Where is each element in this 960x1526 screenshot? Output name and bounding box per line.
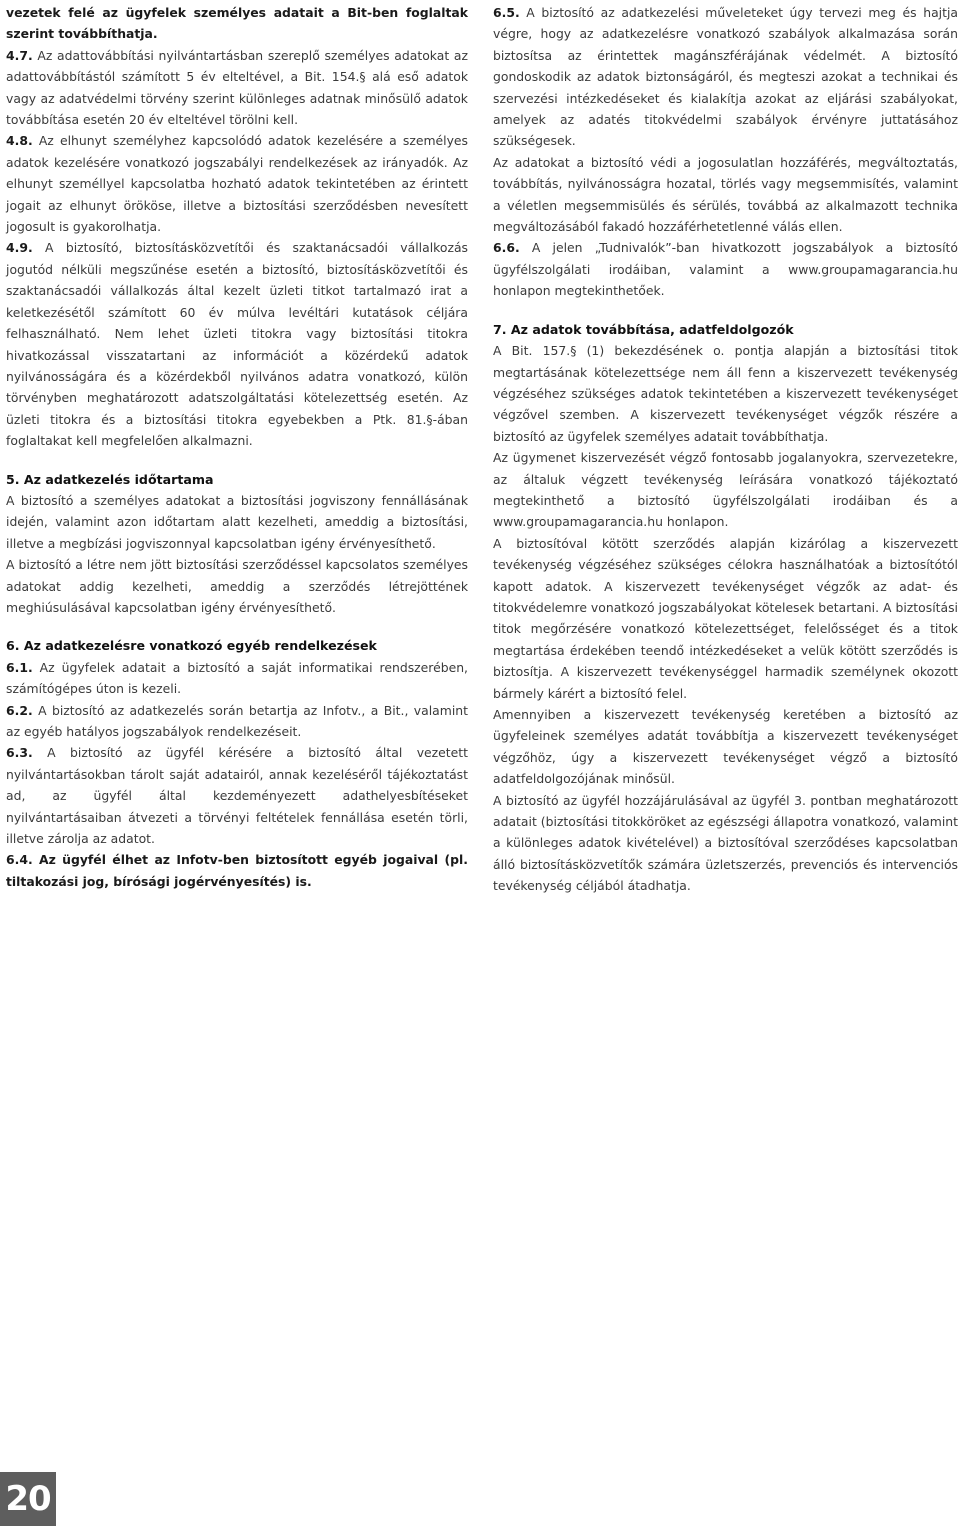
paragraph-6-1 bbox=[6, 657, 468, 700]
clause-text: A biztosító, biztosításközvetítői és szaktanácsadói vállalkozás jogutód nélküli megszűnése esetén a biztosító, biztosításközvetítői és szaktanácsadói vállalkozás által kezelt üzleti titkot tartalmazó irat a keletkezésétől számított 60 év múlva levéltári kutatások céljára felhasználható. Nem lehet üzleti titokra vagy biztosítási titokra hivatkozással visszatartani az információt a közérdekű adatok nyilvánosságára és a közérdekből nyilvános adatra vonatkozó, külön törvényben meghatározott adatszolgáltatási kötelezettség esetén. Az üzleti titokra és a biztosítási titokra egyebekben a Ptk. 81.§-ában foglaltakat kell megfelelően alkalmazni. bbox=[6, 240, 468, 449]
page-number-badge: 20 bbox=[0, 1472, 56, 1526]
clause-number: 4.9. bbox=[6, 240, 33, 256]
clause-number: 6.2. bbox=[6, 702, 33, 718]
paragraph-6-2 bbox=[6, 700, 468, 743]
paragraph-6-6 bbox=[493, 237, 958, 301]
section-5-heading: 5. Az adatkezelés időtartama bbox=[6, 471, 214, 487]
clause-text: A biztosító az adatkezelési műveleteket úgy tervezi meg és hajtja végre, hogy az adatkezelésre vonatkozó szabályok alkalmazása során biztosítsa az érintettek magánszférájának védelmét. A biztosító gondoskodik az adatok biztonságáról, és megteszi azokat a technikai és szervezési intézkedéseket és kialakítja azokat az eljárási szabályokat, amelyek az adatés titokvédelmi szabályok érvényre juttatásához szükségesek. bbox=[493, 5, 958, 149]
clause-number: 4.7. bbox=[6, 47, 33, 63]
section-6-heading: 6. Az adatkezelésre vonatkozó egyéb rendelkezések bbox=[6, 638, 377, 654]
section-5-paragraph-2: A biztosító a létre nem jött biztosítási szerződéssel kapcsolatos személyes adatokat addig kezelheti, ameddig a szerződés létrejöttének meghiúsulásával kapcsolatban igény érvényesíthető. bbox=[6, 557, 468, 615]
section-7-heading: 7. Az adatok továbbítása, adatfeldolgozók bbox=[493, 321, 794, 337]
section-7-paragraph-3: A biztosítóval kötött szerződés alapján kizárólag a kiszervezett tevékenység végzéséhez szükséges célokra használhatóak a biztosítótól kapott adatok. A kiszervezett tevékenységet végzők az adat- és titokvédelemre vonatkozó jogszabályokat kötelesek betartani. A biztosítási titok megőrzésére vonatkozó kötelezettséget, felelősséget és a titok megtartása érdekében teendő intézkedéseket a velük kötött szerződés is biztosítja. A kiszervezett tevékenységgel harmadik személynek okozott bármely kárért a biztosító felel. bbox=[493, 535, 958, 701]
clause-text: A biztosító az ügyfél kérésére a biztosító által vezetett nyilvántartásokban tárolt saját adatairól, annak kezeléséről tájékoztatást ad, az ügyfél által kezdeményezett adathelyesbítéseket nyilvántartásaiban átvezeti a törvényi feltételek fennállása esetén törli, illetve zárolja az adatot. bbox=[6, 745, 468, 847]
paragraph-4-8 bbox=[6, 130, 468, 237]
clause-number: 6.6. bbox=[493, 240, 520, 256]
paragraph-4-9 bbox=[6, 237, 468, 451]
right-column bbox=[493, 2, 958, 897]
paragraph-6-3 bbox=[6, 742, 468, 849]
section-7-paragraph-5: A biztosító az ügyfél hozzájárulásával az ügyfél 3. pontban meghatározott adatait (biztosítási titokköröket az egészségi állapotra vonatkozó, valamint a különleges adatok kivételével) a biztosítóval szerződéses kapcsolatban álló biztosításközvetítők számára üzletszerzés, prevenciós és intervenciós tevékenység céljából átadhatja. bbox=[493, 792, 958, 894]
clause-number: 6.1. bbox=[6, 659, 33, 675]
clause-number: 6.5. bbox=[493, 5, 520, 20]
section-7-paragraph-1: A Bit. 157.§ (1) bekezdésének o. pontja alapján a biztosítási titok megtartásának kötelezettsége nem áll fenn a kiszervezett tevékenység végzéséhez szükséges adatok tekintetében a kiszervezett tevékenységet végzővel szemben. A kiszervezett tevékenységet végzők részére a biztosító az ügyfelek személyes adatait továbbíthatja. bbox=[493, 343, 958, 444]
section-7-paragraph-2: Az ügymenet kiszervezését végző fontosabb jogalanyokra, szervezetekre, az általuk végzett tevékenység leírására vonatkozó tájékoztató megtekinthető a biztosító ügyfélszolgálati irodáiban és a www.groupamagarancia.hu honlapon. bbox=[493, 450, 958, 530]
clause-number: 6.3. bbox=[6, 745, 33, 761]
paragraph-4-7 bbox=[6, 45, 468, 131]
paragraph-6-4: 6.4. Az ügyfél élhet az Infotv-ben biztosított egyéb jogaival (pl. tiltakozási jog, bírósági jogérvényesítés) is. bbox=[6, 852, 468, 889]
section-5-paragraph-1: A biztosító a személyes adatokat a biztosítási jogviszony fennállásának idején, valamint azon időtartam alatt kezelheti, ameddig a biztosítási, illetve a megbízási jogviszonnyal kapcsolatban igény érvényesíthető. bbox=[6, 492, 468, 551]
clause-number: 4.8. bbox=[6, 133, 33, 149]
clause-text: Az adattovábbítási nyilvántartásban szereplő személyes adatokat az adattovábbítástól számított 5 év elteltével, a Bit. 154.§ alá eső adatok vagy az adatvédelmi törvény szerint különleges adatnak minősülő adatok továbbítása esetén 20 év elteltével törölni kell. bbox=[6, 47, 468, 128]
clause-text: Az ügyfelek adatait a biztosító a saját informatikai rendszerében, számítógépes úton is kezeli. bbox=[6, 659, 468, 697]
intro-paragraph: vezetek felé az ügyfelek személyes adatait a Bit-ben foglaltak szerint továbbíthatja. bbox=[6, 5, 468, 42]
clause-text: A jelen „Tudnivalók”-ban hivatkozott jogszabályok a biztosító ügyfélszolgálati irodáiban, valamint a www.groupamagarancia.hu honlapon megtekinthetőek. bbox=[493, 240, 958, 299]
paragraph-6-5 bbox=[493, 2, 958, 152]
left-column bbox=[6, 2, 468, 892]
paragraph-6-5-continued: Az adatokat a biztosító védi a jogosulatlan hozzáférés, megváltoztatás, továbbítás, nyilvánosságra hozatal, törlés vagy megsemmisítés, valamint a véletlen megsemmisülés és sérülés, továbbá az alkalmazott technika megváltozásából fakadó hozzáférhetetlenné válás ellen. bbox=[493, 154, 958, 235]
clause-text: Az elhunyt személyhez kapcsolódó adatok kezelésére a személyes adatok kezelésére vonatkozó jogszabályi rendelkezések az irányadók. Az elhunyt személlyel kapcsolatba hozható adatok tekintetében az érintett jogait az elhunyt örököse, illetve a biztosítási szerződésben nevesített jogosult is gyakorolhatja. bbox=[6, 133, 468, 235]
section-7-paragraph-4: Amennyiben a kiszervezett tevékenység keretében a biztosító az ügyfeleinek személyes adatát továbbítja a kiszervezett tevékenységet végzőhöz, úgy a kiszervezett tevékenységet végző a biztosító adatfeldolgozójának minősül. bbox=[493, 707, 958, 787]
clause-text: A biztosító az adatkezelés során betartja az Infotv., a Bit., valamint az egyéb hatályos jogszabályok rendelkezéseit. bbox=[6, 702, 468, 739]
